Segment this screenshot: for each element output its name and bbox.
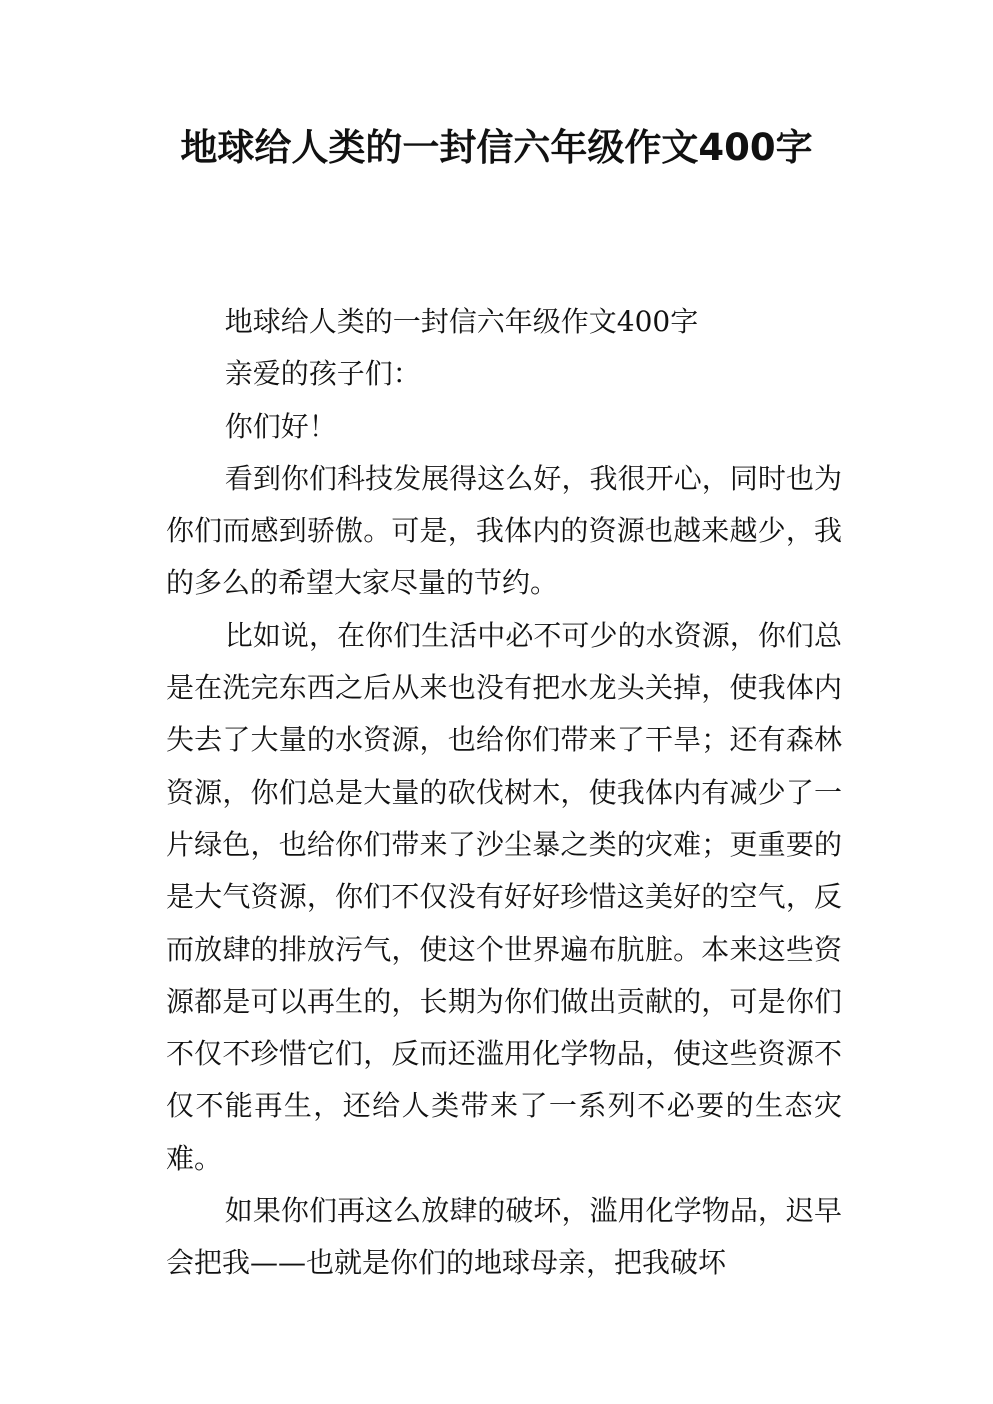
paragraph-body-1: 看到你们科技发展得这么好，我很开心，同时也为你们而感到骄傲。可是，我体内的资源也越来越少，我的多么的希望大家尽量的节约。 bbox=[166, 461, 842, 600]
paragraph-body-2: 比如说，在你们生活中必不可少的水资源，你们总是在洗完东西之后从来也没有把水龙头关掉，使我体内失去了大量的水资源，也给你们带来了干旱；还有森林资源，你们总是大量的砍伐树木，使我体内有减少了一片绿色，也给你们带来了沙尘暴之类的灾难；更重要的是大气资源，你们不仅没有好好珍惜这美好的空气，反而放肆的排放污气，使这个世界遍布肮脏。本来这些资源都是可以再生的，长期为你们做出贡献的，可是你们不仅不珍惜它们，反而还滥用化学物品，使这些资源不仅不能再生，还给人类带来了一系列不必要的生态灾难。 bbox=[166, 618, 842, 1175]
paragraph-salutation: 亲爱的孩子们： bbox=[224, 357, 421, 391]
paragraph-body-3: 如果你们再这么放肆的破坏，滥用化学物品，迟早会把我——也就是你们的地球母亲，把我破坏 bbox=[166, 1194, 842, 1280]
document-title: 地球给人类的一封信六年级作文400字 bbox=[180, 126, 813, 169]
document-body bbox=[166, 296, 842, 1290]
paragraph-heading-repeat: 地球给人类的一封信六年级作文400字 bbox=[224, 305, 699, 338]
paragraph-greeting: 你们好！ bbox=[224, 409, 337, 443]
